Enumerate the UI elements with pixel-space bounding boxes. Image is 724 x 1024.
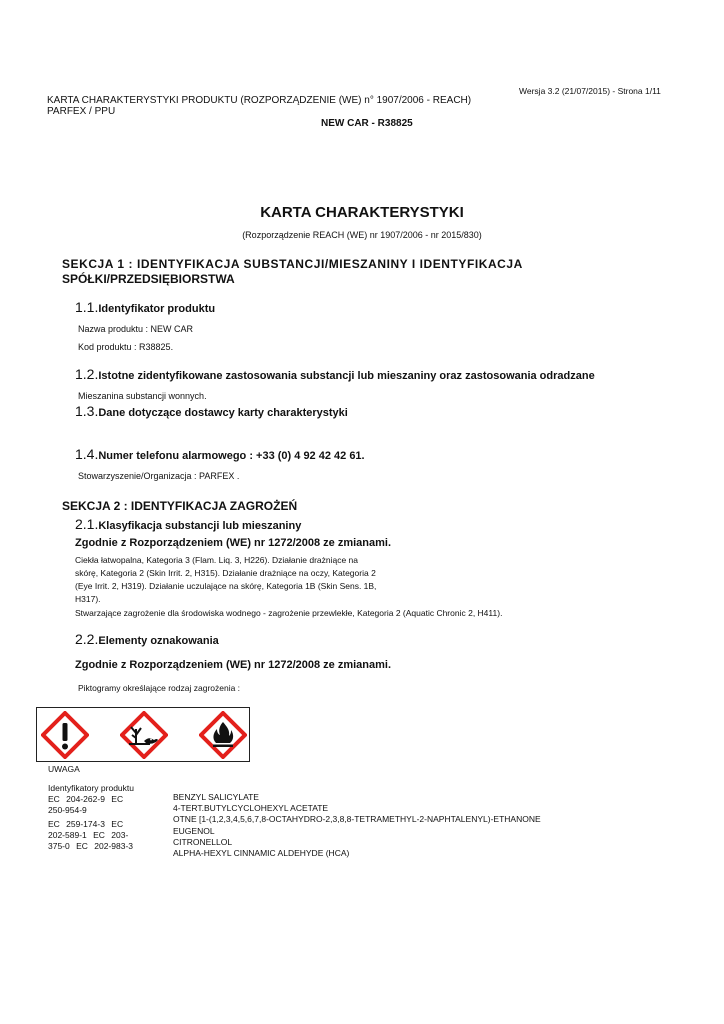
page-title: KARTA CHARAKTERYSTYKI bbox=[260, 204, 464, 221]
product-name: Nazwa produktu : NEW CAR bbox=[78, 324, 194, 334]
subsection-1-2-title: Istotne zidentyfikowane zastosowania substancji lub mieszaniny oraz zastosowania odradzane bbox=[98, 370, 595, 382]
subsection-1-3-number: 1.3. bbox=[75, 403, 99, 419]
section-1-heading-line2: SPÓŁKI/PRZEDSIĘBIORSTWA bbox=[62, 272, 235, 286]
subsection-1-3-title: Dane dotyczące dostawcy karty charakterystyki bbox=[98, 407, 348, 419]
product-code: Kod produktu : R38825. bbox=[78, 342, 174, 352]
classification-line-2: skórę, Kategoria 2 (Skin Irrit. 2, H315). Działanie drażniące na oczy, Kategoria 2 bbox=[75, 568, 376, 578]
signal-word: UWAGA bbox=[48, 764, 80, 774]
subsection-1-4 bbox=[75, 446, 365, 464]
classification-text bbox=[75, 554, 376, 606]
environment-hazard-icon bbox=[120, 711, 168, 759]
pictogram-box bbox=[36, 707, 250, 762]
classification-line-4: H317). bbox=[75, 594, 101, 604]
subsection-2-1-number: 2.1. bbox=[75, 516, 99, 532]
environment-hazard: Stwarzające zagrożenie dla środowiska wodnego - zagrożenie przewlekłe, Kategoria 2 (Aquatic Chronic 2, H411). bbox=[75, 608, 503, 618]
subsection-1-4-title: Numer telefonu alarmowego : +33 (0) 4 92 42 42 61. bbox=[98, 450, 365, 462]
substance-item: OTNE [1-(1,2,3,4,5,6,7,8-OCTAHYDRO-2,3,8,8-TETRAMETHYL-2-NAPHTALENYL)-ETHANONE bbox=[173, 814, 541, 825]
subsection-1-2 bbox=[75, 366, 595, 384]
version-info: Wersja 3.2 (21/07/2015) - Strona 1/11 bbox=[519, 86, 661, 96]
product-header: NEW CAR - R38825 bbox=[321, 118, 413, 129]
subsection-1-3 bbox=[75, 403, 348, 421]
substance-item: 4-TERT.BUTYLCYCLOHEXYL ACETATE bbox=[173, 803, 329, 814]
subsection-1-1 bbox=[75, 299, 215, 317]
subsection-2-1-title: Klasyfikacja substancji lub mieszaniny bbox=[98, 520, 302, 532]
exclamation-mark-icon bbox=[41, 711, 89, 759]
classification-line-1: Ciekła łatwopalna, Kategoria 3 (Flam. Liq. 3, H226). Działanie drażniące na bbox=[75, 555, 359, 565]
identifiers-label: Identyfikatory produktu bbox=[48, 783, 134, 793]
company-header: PARFEX / PPU bbox=[47, 106, 116, 117]
substance-item: ALPHA-HEXYL CINNAMIC ALDEHYDE (HCA) bbox=[173, 848, 350, 859]
subsection-2-2-title: Elementy oznakowania bbox=[98, 635, 219, 647]
regulation-note-2: Zgodnie z Rozporządzeniem (WE) nr 1272/2008 ze zmianami. bbox=[75, 659, 392, 671]
use-description: Mieszanina substancji wonnych. bbox=[78, 391, 207, 401]
pictograms-label: Piktogramy określające rodzaj zagrożenia : bbox=[78, 683, 241, 693]
ec-numbers-block-2: EC 259-174-3 EC 202-589-1 EC 203-375-0 EC 202-983-3 bbox=[48, 819, 134, 851]
page-subtitle: (Rozporządzenie REACH (WE) nr 1907/2006 - nr 2015/830) bbox=[242, 230, 482, 240]
flame-icon bbox=[199, 711, 247, 759]
regulation-note-1: Zgodnie z Rozporządzeniem (WE) nr 1272/2008 ze zmianami. bbox=[75, 537, 392, 549]
subsection-2-1 bbox=[75, 516, 301, 534]
substance-list bbox=[173, 792, 541, 859]
subsection-1-1-title: Identyfikator produktu bbox=[98, 303, 216, 315]
subsection-1-1-number: 1.1. bbox=[75, 299, 99, 315]
section-2-heading: SEKCJA 2 : IDENTYFIKACJA ZAGROŻEŃ bbox=[62, 499, 298, 513]
subsection-1-4-number: 1.4. bbox=[75, 446, 99, 462]
document-title-header: KARTA CHARAKTERYSTYKI PRODUKTU (ROZPORZĄDZENIE (WE) n° 1907/2006 - REACH) bbox=[47, 95, 472, 106]
substance-item: EUGENOL bbox=[173, 825, 215, 836]
subsection-2-2 bbox=[75, 631, 219, 649]
subsection-2-2-number: 2.2. bbox=[75, 631, 99, 647]
subsection-1-2-number: 1.2. bbox=[75, 366, 99, 382]
classification-line-3: (Eye Irrit. 2, H319). Działanie uczulające na skórę, Kategoria 1B (Skin Sens. 1B, bbox=[75, 581, 377, 591]
substance-item: CITRONELLOL bbox=[173, 836, 233, 847]
substance-item: BENZYL SALICYLATE bbox=[173, 792, 259, 802]
section-1-heading-line1: SEKCJA 1 : IDENTYFIKACJA SUBSTANCJI/MIESZANINY I IDENTYFIKACJA bbox=[62, 257, 523, 271]
ec-numbers-block-1: EC 204-262-9 EC 250-954-9 bbox=[48, 794, 124, 815]
organization: Stowarzyszenie/Organizacja : PARFEX . bbox=[78, 471, 240, 481]
